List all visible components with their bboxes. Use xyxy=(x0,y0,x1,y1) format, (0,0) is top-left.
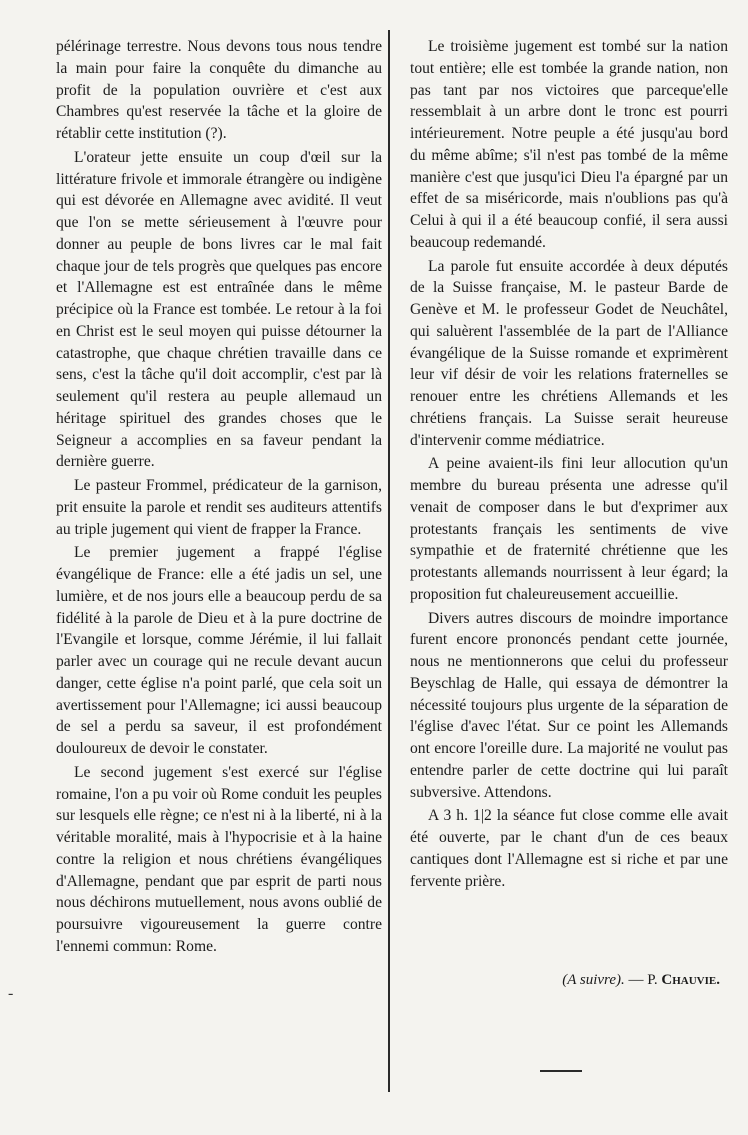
right-paragraph-2: La parole fut ensuite accordée à deux députés de la Suisse française, M. le pasteur Barde de Genève et M. le professeur Godet de Neuchâtel, qui saluèrent l'assemblée de la part de l'Alliance évangélique de la Suisse romande et exprimèrent leur vif désir de voir les relations fraternelles se renouer entre les chrétiens Allemands et les chrétiens français. La Suisse serait heureuse d'intervenir comme médiatrice. xyxy=(410,257,728,449)
signature-line xyxy=(510,972,720,989)
right-paragraph-1: Le troisième jugement est tombé sur la nation tout entière; elle est tombée la grande nation, non pas tant par nos victoires que parceque'elle ressemblait à un arbre dont le tronc est pourri intérieurement. Notre peuple a été jusqu'au bord du même abîme; s'il n'est pas tombé de la même manière c'est que jusqu'ici Dieu l'a épargné par un effet de sa miséricorde, mais n'oublions pas qu'à Celui à qui il a été beaucoup confié, il sera aussi beaucoup redemandé. xyxy=(410,38,728,251)
end-rule xyxy=(540,1070,582,1072)
right-paragraph-4: Divers autres discours de moindre importance furent encore prononcés pendant cette journée, nous ne mentionnerons que celui du professeur Beyschlag de Halle, qui essaya de démontrer la nécessité toujours plus urgente de la séparation de l'église d'avec l'état. Sur ce point les Allemands ont encore l'oreille dure. La majorité ne voulut pas entendre parler de cette doctrine qui lui paraît subversive. Attendons. xyxy=(410,609,728,801)
author-name: Chauvie. xyxy=(661,972,720,988)
left-paragraph-4: Le premier jugement a frappé l'église évangélique de France: elle a été jadis un sel, une lumière, et de nos jours elle a beaucoup perdu de sa fidélité à la parole de Dieu et à la pure doctrine de l'Evangile et lorsque, comme Jérémie, il lui fallait parler avec un courage qui ne recule devant aucun danger, cette église n'a point parlé, que cela soit un avertissement pour l'Allemagne; ici aussi beaucoup de sel a perdu sa saveur, il est profondément douloureux de devoir le constater. xyxy=(56,544,382,757)
right-paragraph-3: A peine avaient-ils fini leur allocution qu'un membre du bureau présenta une adresse qu'il venait de composer dans le but d'exprimer aux protestants français les sentiments de vive sympathie et de fraternité chrétienne que les protestants allemands nourrissent à leur égard; la proposition fut chaleureusement accueillie. xyxy=(410,455,728,603)
left-paragraph-1: pélérinage terrestre. Nous devons tous nous tendre la main pour faire la conquête du dimanche au profit de la population ouvrière et c'est aux Chambres qu'est reservée la tâche et la gloire de rétablir cette institution (?). xyxy=(56,38,382,142)
right-column xyxy=(410,36,728,892)
column-divider xyxy=(388,30,390,1092)
to-be-continued-note: (A suivre). xyxy=(562,972,625,988)
left-paragraph-3: Le pasteur Frommel, prédicateur de la garnison, prit ensuite la parole et rendit ses auditeurs attentifs au triple jugement qui vient de frapper la France. xyxy=(56,477,382,538)
margin-mark: - xyxy=(8,985,14,1002)
left-column xyxy=(56,36,382,958)
right-paragraph-5: A 3 h. 1|2 la séance fut close comme elle avait été ouverte, par le chant d'un de ces beaux cantiques dont l'Allemagne est si riche et par une fervente prière. xyxy=(410,807,728,890)
left-paragraph-2: L'orateur jette ensuite un coup d'œil sur la littérature frivole et immorale étrangère ou indigène qui est dévorée en Allemagne avec avidité. Il veut que l'on se mette sérieusement à l'œuvre pour donner au peuple de bons livres car le mal fait chaque jour de tels progrès que quelques pas encore et l'Allemagne est est entraînée dans le même précipice où la France est tombée. Le retour à la foi en Christ est le seul moyen qui puisse détourner la catastrophe, que chaque chrétien travaille dans ce sens, c'est la tâche qu'il doit accomplir, c'est par là seulement qu'il restera au peuple allemaud un héritage spirituel des grandes choses que le Seigneur a accomplies en sa faveur pendant la dernière guerre. xyxy=(56,148,382,471)
left-paragraph-5: Le second jugement s'est exercé sur l'église romaine, l'on a pu voir où Rome conduit les peuples sur lesquels elle règne; ce n'est ni à la liberté, ni à la véritable moralité, mais à l'hypocrisie et à la haine contre la religion et nous chrétiens évangéliques d'Allemagne, pendant que par esprit de parti nous nous déchirons mutuellement, nous avons oublié de poursuivre vigoureusement la guerre contre l'ennemi commun: Rome. xyxy=(56,763,382,955)
signature-dash: — P. xyxy=(624,972,662,988)
